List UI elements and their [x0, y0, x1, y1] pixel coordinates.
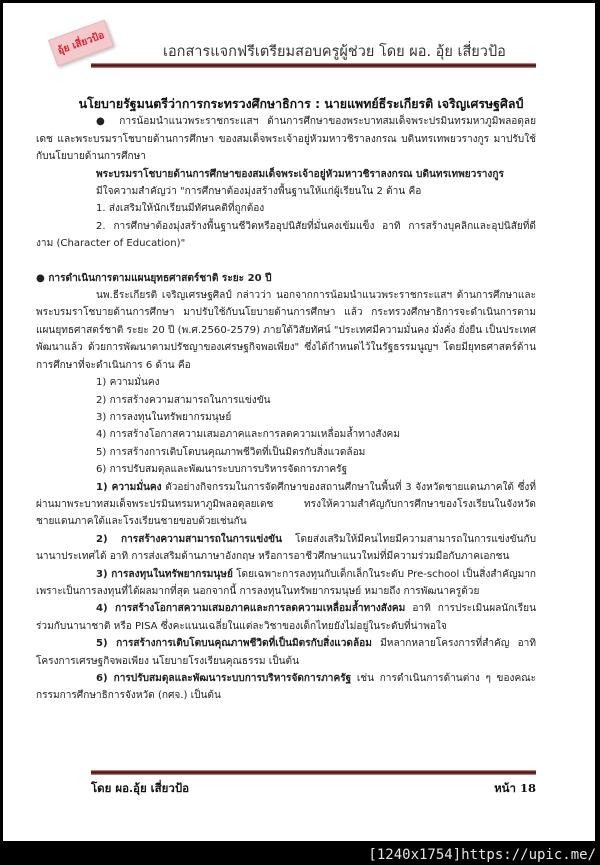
strategy-detail-head: 6) การปรับสมดุลและพัฒนาระบบการบริหารจัดการภาครัฐ: [96, 673, 352, 684]
strategy-detail-body: ตัวอย่างกิจกรรมในการจัดศึกษาของสถานศึกษาในพื้นที่ 3 จังหวัดชายแดนภาคใต้ ซึ่งที่ผ่านมาพระบาทสมเด็จพระปรมินทรมหาภูมิพลอดุลยเดช ทรงให้ความสำคัญกับการศึกษาของโรงเรียนในจังหวัดชายแดนภาคใต้และโรงเรียนชายขอบด้วยเช่นกัน: [36, 481, 536, 528]
strategy-list-item: 6) การปรับสมดุลและพัฒนาระบบการบริหารจัดการภาครัฐ: [96, 464, 348, 476]
strategy-detail: [36, 566, 536, 601]
strategy-detail-body: โดยส่งเสริมให้มีคนไทยมีความสามารถในการแข่งขันกับนานาประเทศได้ อาทิ การส่งเสริมด้านภาษาอังกฤษ หรือการอาชีวศึกษาแนวใหม่ที่มีความร่วมมือกับภาคเอกชน: [36, 533, 537, 563]
page-number: หน้า 18: [494, 781, 536, 795]
strategy-detail: [36, 479, 536, 531]
royal-policy-heading: พระบรมราโชบายด้านการศึกษาของสมเด็จพระเจ้าอยู่หัวมหาวชิราลงกรณ บดินทรเทพยวรางกูร: [96, 168, 504, 180]
author-stamp-logo: [48, 20, 114, 67]
strategy-list-item: 2) การสร้างความสามารถในการแข่งขัน: [96, 394, 271, 406]
header-divider: [91, 63, 536, 68]
strategy-detail-body: มีหลากหลายโครงการที่สำคัญ อาทิ โครงการเศรษฐกิจพอเพียง นโยบายโรงเรียนคุณธรรม เป็นต้น: [36, 638, 537, 667]
document-body: [36, 95, 536, 705]
strategy-list-item: 4) การสร้างโอกาสความเสมอภาคและการลดความเหลื่อมล้ำทางสังคม: [96, 429, 400, 441]
strategy-list-item: 5) การสร้างการเติบโตบนคุณภาพชีวิตที่เป็นมิตรกับสิ่งแวดล้อม: [96, 446, 366, 458]
footer-divider: [91, 770, 536, 775]
strategy-detail-body: อาทิ การประเมินผลนักเรียนร่วมกับนานาชาติ หรือ PISA ซึ่งคะแนนเฉลี่ยในแต่ละวิชาของเด็กไทยยังไม่อยู่ในระดับที่น่าพอใจ: [36, 603, 536, 632]
strategy-detail: [36, 531, 536, 566]
document-title: นโยบายรัฐมนตรีว่าการกระทรวงศึกษาธิการ : นายแพทย์ธีระเกียรติ เจริญเศรษฐศิลป์: [78, 96, 524, 111]
image-host-watermark: [1240x1754]https://upic.me/: [368, 847, 596, 863]
intro-paragraph: ● การน้อมนำแนวพระราชกระแสฯ ด้านการศึกษาของพระบาทสมเด็จพระปรมินทรมหาภูมิพลอดุลยเดช และพระบรมราโชบายด้านการศึกษา ของสมเด็จพระเจ้าอยู่หัวมหาวชิราลงกรณ บดินทรเทพยวรางกูร มาปรับใช้กับนโยบายด้านการศึกษา: [36, 116, 536, 163]
footer-author: โดย ผอ.อุ้ย เสี่ยวป้อ: [91, 781, 190, 795]
royal-policy-lead: มีใจความสำคัญว่า "การศึกษาต้องมุ่งสร้างพื้นฐานให้แก่ผู้เรียนใน 2 ด้าน คือ: [96, 186, 422, 198]
strategy-detail: [36, 670, 536, 705]
strategy-list-item: 1) ความมั่นคง: [96, 377, 160, 389]
strategy-detail-body: เช่น การดำเนินการด้านต่าง ๆ ของคณะกรรมการศึกษาธิการจังหวัด (กศจ.) เป็นต้น: [36, 673, 536, 702]
header-title: เอกสารแจกฟรีเตรียมสอบครูผู้ช่วย โดย ผอ. อุ้ย เสี่ยวป้อ: [163, 44, 506, 60]
strategy-detail: [36, 600, 536, 635]
strategy-detail-body: โดยเฉพาะการลงทุนกับเด็กเล็กในระดับ Pre-school เป็นสิ่งสำคัญมาก เพราะเป็นการลงทุนที่ได้ผลมากที่สุด นอกจากนี้ การลงทุนในทรัพยากรมนุษย์ หมายถึง การพัฒนาครูด้วย: [36, 568, 536, 597]
strategy-detail-head: 3) การลงทุนในทรัพยากรมนุษย์: [96, 568, 233, 580]
strategy-paragraph: นพ.ธีระเกียรติ เจริญเศรษฐศิลป์ กล่าวว่า นอกจากการน้อมนำแนวพระราชกระแสฯ ด้านการศึกษาและพระบรมราโชบายด้านการศึกษา มาปรับใช้กับนโยบายด้านการศึกษา แล้ว กระทรวงศึกษาธิการจะดำเนินการตามแผนยุทธศาสตร์ชาติ ระยะ 20 ปี (พ.ศ.2560-2579) ภายใต้วิสัยทัศน์ "ประเทศมีความมั่นคง มั่งคั่ง ยั่งยืน เป็นประเทศพัฒนาแล้ว ด้วยการพัฒนาตามปรัชญาของเศรษฐกิจพอเพียง" ซึ่งได้กำหนดไว้ในรัฐธรรมนูญฯ โดยมียุทธศาสตร์ด้านการศึกษาที่จะดำเนินการ 6 ด้าน คือ: [36, 290, 536, 371]
royal-point: 1. ส่งเสริมให้นักเรียนมีทัศนคติที่ถูกต้อง: [96, 203, 265, 215]
strategy-detail-head: 2) การสร้างความสามารถในการแข่งขัน: [96, 533, 282, 545]
strategy-detail-head: 5) การสร้างการเติบโตบนคุณภาพชีวิตที่เป็นมิตรกับสิ่งแวดล้อม: [96, 638, 372, 650]
strategy-heading: ● การดำเนินการตามแผนยุทธศาสตร์ชาติ ระยะ 20 ปี: [36, 272, 272, 284]
strategy-detail-head: 1) ความมั่นคง: [96, 481, 162, 493]
royal-point: 2. การศึกษาต้องมุ่งสร้างพื้นฐานชีวิตหรืออุปนิสัยที่มั่นคงเข้มแข็ง อาทิ การสร้างบุคลิกและอุปนิสัยที่ดีงาม (Character of Education)": [36, 220, 536, 250]
strategy-detail-head: 4) การสร้างโอกาสความเสมอภาคและการลดความเหลื่อมล้ำทางสังคม: [96, 603, 406, 615]
strategy-detail: [36, 635, 536, 670]
document-page: [3, 3, 595, 841]
strategy-list-item: 3) การลงทุนในทรัพยากรมนุษย์: [96, 411, 232, 423]
stamp-text: อุ้ย เสี่ยวป้อ: [56, 29, 106, 57]
